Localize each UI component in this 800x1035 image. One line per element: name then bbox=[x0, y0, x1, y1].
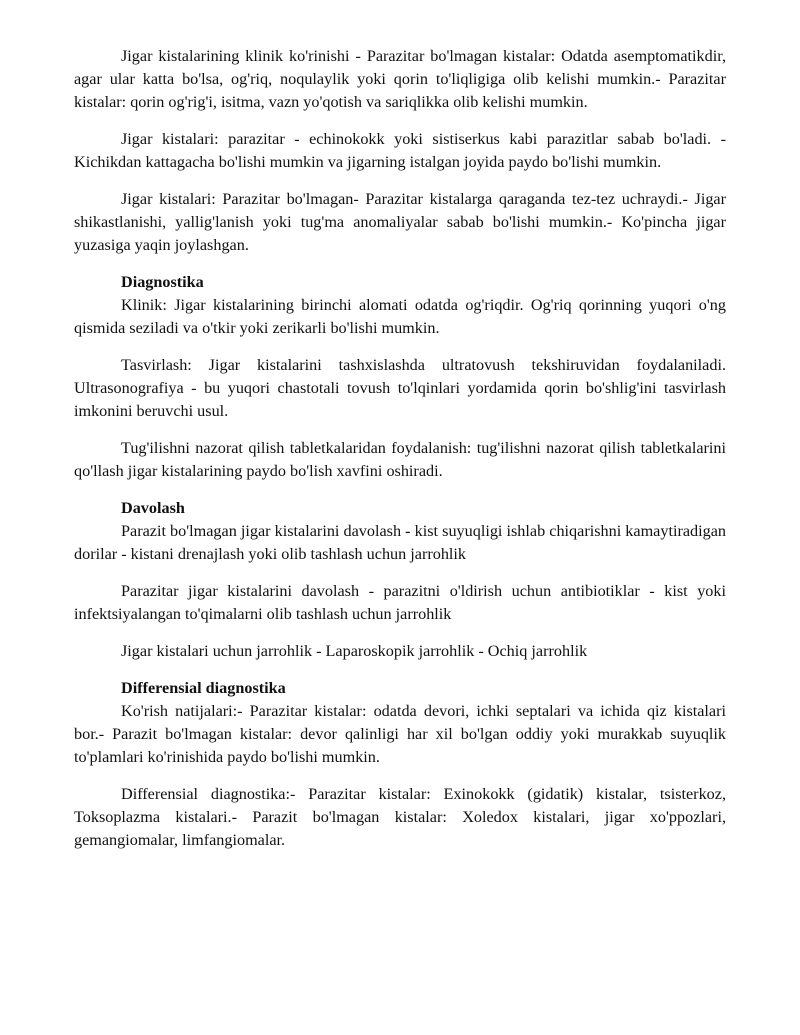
paragraph-differensial-imaging: Ko'rish natijalari:- Parazitar kistalar: odatda devori, ichki septalari va ichida qiz kistalari bor.- Parazit bo'lmagan kistalar: devor qalinligi har xil bo'lgan oddiy yoki murakkab suyuqlik to'plamlari ko'rinishida paydo bo'lishi mumkin. bbox=[74, 702, 726, 766]
heading-davolash: Davolash bbox=[121, 499, 185, 517]
paragraph-diagnostika-contraceptives: Tug'ilishni nazorat qilish tabletkalaridan foydalanish: tug'ilishni nazorat qilish tabletkalarini qo'llash jigar kistalarining paydo bo'lish xavfini oshiradi. bbox=[74, 439, 726, 480]
paragraph-davolash-surgery: Jigar kistalari uchun jarrohlik - Laparoskopik jarrohlik - Ochiq jarrohlik bbox=[121, 642, 588, 660]
heading-differensial: Differensial diagnostika bbox=[121, 679, 286, 697]
paragraph-parasitic-cysts: Jigar kistalari: parazitar - echinokokk yoki sistiserkus kabi parazitlar sabab bo'ladi. - Kichikdan kattagacha bo'lishi mumkin va jigarning istalgan joyida paydo bo'lishi mumkin. bbox=[74, 130, 726, 171]
paragraph-clinical-picture: Jigar kistalarining klinik ko'rinishi - Parazitar bo'lmagan kistalar: Odatda asemptomatikdir, agar ular katta bo'lsa, og'riq, noqulaylik yoki qorin to'liqligiga olib kelishi mumkin.- Parazitar kistalar: qorin og'rig'i, isitma, vazn yo'qotish va sariqlikka olib kelishi mumkin. bbox=[74, 47, 726, 111]
document-page bbox=[74, 45, 726, 866]
paragraph-diagnostika-clinical: Klinik: Jigar kistalarining birinchi alomati odatda og'riqdir. Og'riq qorinning yuqori o'ng qismida seziladi va o'tkir yoki zerikarli bo'lishi mumkin. bbox=[74, 296, 726, 337]
paragraph-nonparasitic-cysts: Jigar kistalari: Parazitar bo'lmagan- Parazitar kistalarga qaraganda tez-tez uchraydi.- Jigar shikastlanishi, yallig'lanish yoki tug'ma anomaliyalar sabab bo'lishi mumkin.- Ko'pincha jigar yuzasiga yaqin joylashgan. bbox=[74, 190, 726, 254]
paragraph-davolash-nonparasitic: Parazit bo'lmagan jigar kistalarini davolash - kist suyuqligi ishlab chiqarishni kamaytiradigan dorilar - kistani drenajlash yoki olib tashlash uchun jarrohlik bbox=[74, 522, 726, 563]
heading-diagnostika: Diagnostika bbox=[121, 273, 204, 291]
paragraph-differensial-diagnosis: Differensial diagnostika:- Parazitar kistalar: Exinokokk (gidatik) kistalar, tsisterkoz, Toksoplazma kistalari.- Parazit bo'lmagan kistalar: Xoledox kistalari, jigar xo'ppozlari, gemangiomalar, limfangiomalar. bbox=[74, 785, 726, 849]
paragraph-diagnostika-imaging: Tasvirlash: Jigar kistalarini tashxislashda ultratovush tekshiruvidan foydalaniladi. Ultrasonografiya - bu yuqori chastotali tovush to'lqinlari yordamida qorin bo'shlig'ini tasvirlash imkonini beruvchi usul. bbox=[74, 356, 726, 420]
paragraph-davolash-parasitic: Parazitar jigar kistalarini davolash - parazitni o'ldirish uchun antibiotiklar - kist yoki infektsiyalangan to'qimalarni olib tashlash uchun jarrohlik bbox=[74, 582, 726, 623]
